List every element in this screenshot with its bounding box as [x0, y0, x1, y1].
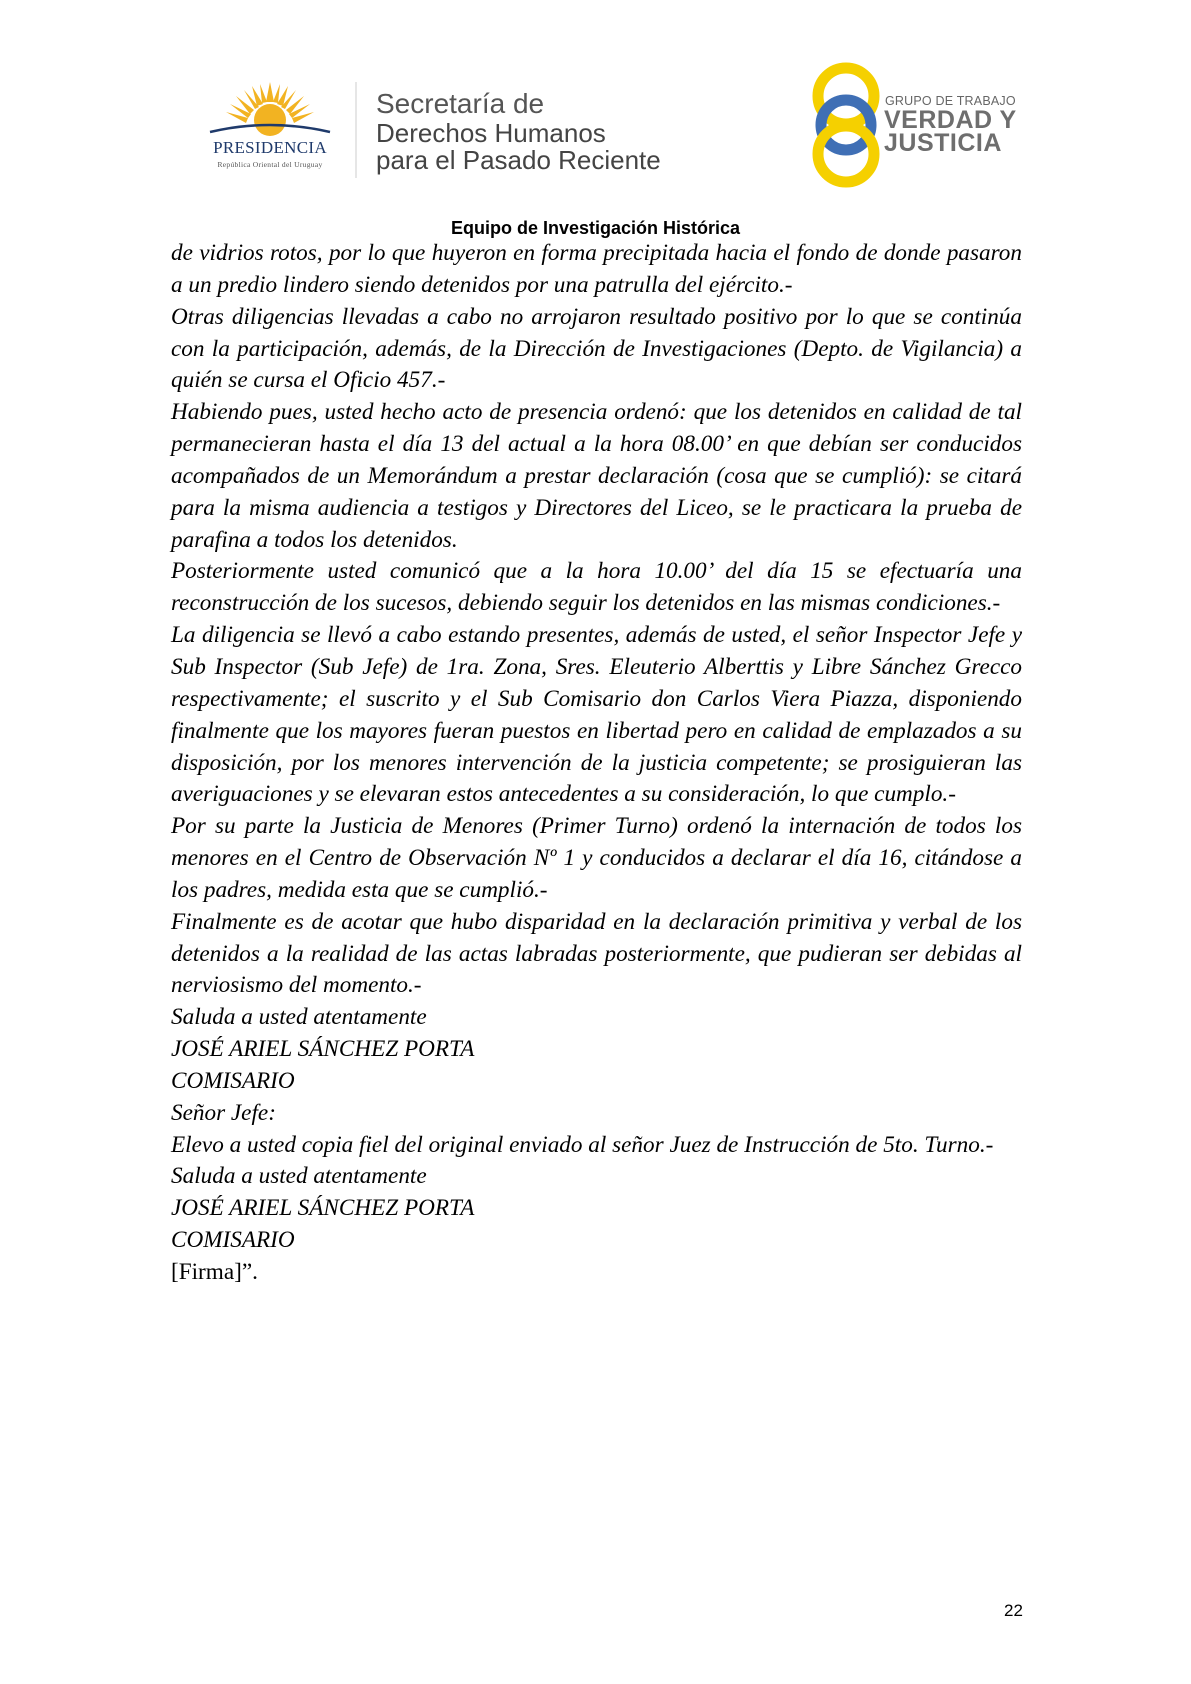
paragraph: Otras diligencias llevadas a cabo no arrojaron resultado positivo por lo que se continúa con la participación, además, de la Dirección de Investigaciones (Depto. de Vigilancia) a quién se cursa el Oficio 457.-	[171, 303, 1022, 394]
header-divider	[355, 82, 357, 178]
signatory-name: JOSÉ ARIEL SÁNCHEZ PORTA	[171, 1036, 475, 1063]
note-text: Elevo a usted copia fiel del original enviado al señor Juez de Instrucción de 5to. Turno.-	[171, 1131, 994, 1158]
grupo-line-2: VERDAD Y	[884, 106, 1017, 134]
signatory-title-2: COMISARIO	[171, 1227, 295, 1254]
salutation: Saluda a usted atentamente	[171, 1004, 427, 1031]
paragraph: La diligencia se llevó a cabo estando presentes, además de usted, el señor Inspector Jefe y Sub Inspector (Sub Jefe) de 1ra. Zona, Sres. Eleuterio Alberttis y Libre Sánchez Grecco respectivamente; el suscrito y el Sub Comisario don Carlos Viera Piazza, disponiendo finalmente que los mayores fueran puestos en libertad pero en calidad de emplazados a su disposición, por los menores intervención de la justicia competente; se prosiguieran las averiguaciones y se elevaran estos antecedentes a su consideración, lo que cumplo.-	[171, 622, 1022, 808]
page-number: 22	[1004, 1601, 1023, 1620]
salutation-2: Saluda a usted atentamente	[171, 1163, 427, 1190]
signatory-name-2: JOSÉ ARIEL SÁNCHEZ PORTA	[171, 1195, 475, 1222]
note-greeting: Señor Jefe:	[171, 1099, 276, 1126]
team-heading: Equipo de Investigación Histórica	[450, 218, 741, 238]
sun-emblem-icon	[190, 80, 350, 140]
presidencia-logo	[190, 80, 350, 180]
grupo-line-3: JUSTICIA	[884, 129, 1002, 157]
paragraph: Posteriormente usted comunicó que a la hora 10.00’ del día 15 se efectuaría una reconstrucción de los sucesos, debiendo seguir los detenidos en las mismas condiciones.-	[171, 558, 1022, 617]
secretaria-line-3: para el Pasado Reciente	[376, 145, 661, 175]
paragraph: Por su parte la Justicia de Menores (Primer Turno) ordenó la internación de todos los menores en el Centro de Observación Nº 1 y conducidos a declarar el día 16, citándose a los padres, medida esta que se cumplió.-	[171, 813, 1022, 903]
secretaria-line-2: Derechos Humanos	[376, 118, 606, 148]
secretaria-line-1: Secretaría de	[376, 88, 545, 119]
paragraph: Finalmente es de acotar que hubo disparidad en la declaración primitiva y verbal de los detenidos a la realidad de las actas labradas posteriormente, que pudieran ser debidas al nerviosismo del momento.-	[171, 908, 1022, 999]
signature-placeholder: [Firma]”.	[171, 1259, 258, 1285]
signatory-title: COMISARIO	[171, 1067, 295, 1094]
paragraph: Habiendo pues, usted hecho acto de presencia ordenó: que los detenidos en calidad de tal permanecieran hasta el día 13 del actual a la hora 08.00’ en que debían ser conducidos acompañados de un Memorándum a prestar declaración (cosa que se cumplió): se citará para la misma audiencia a testigos y Directores del Liceo, se le practicara la prueba de parafina a todos los detenidos.	[171, 399, 1022, 553]
secretaria-title	[376, 90, 661, 174]
grupo-line-1: GRUPO DE TRABAJO	[885, 94, 1016, 108]
document-body	[171, 238, 1022, 1289]
presidencia-subtitle: República Oriental del Uruguay	[217, 160, 323, 169]
paragraph: de vidrios rotos, por lo que huyeron en forma precipitada hacia el fondo de donde pasaron a un predio lindero siendo detenidos por una patrulla del ejército.-	[171, 240, 1022, 298]
presidencia-name: PRESIDENCIA	[213, 138, 327, 157]
